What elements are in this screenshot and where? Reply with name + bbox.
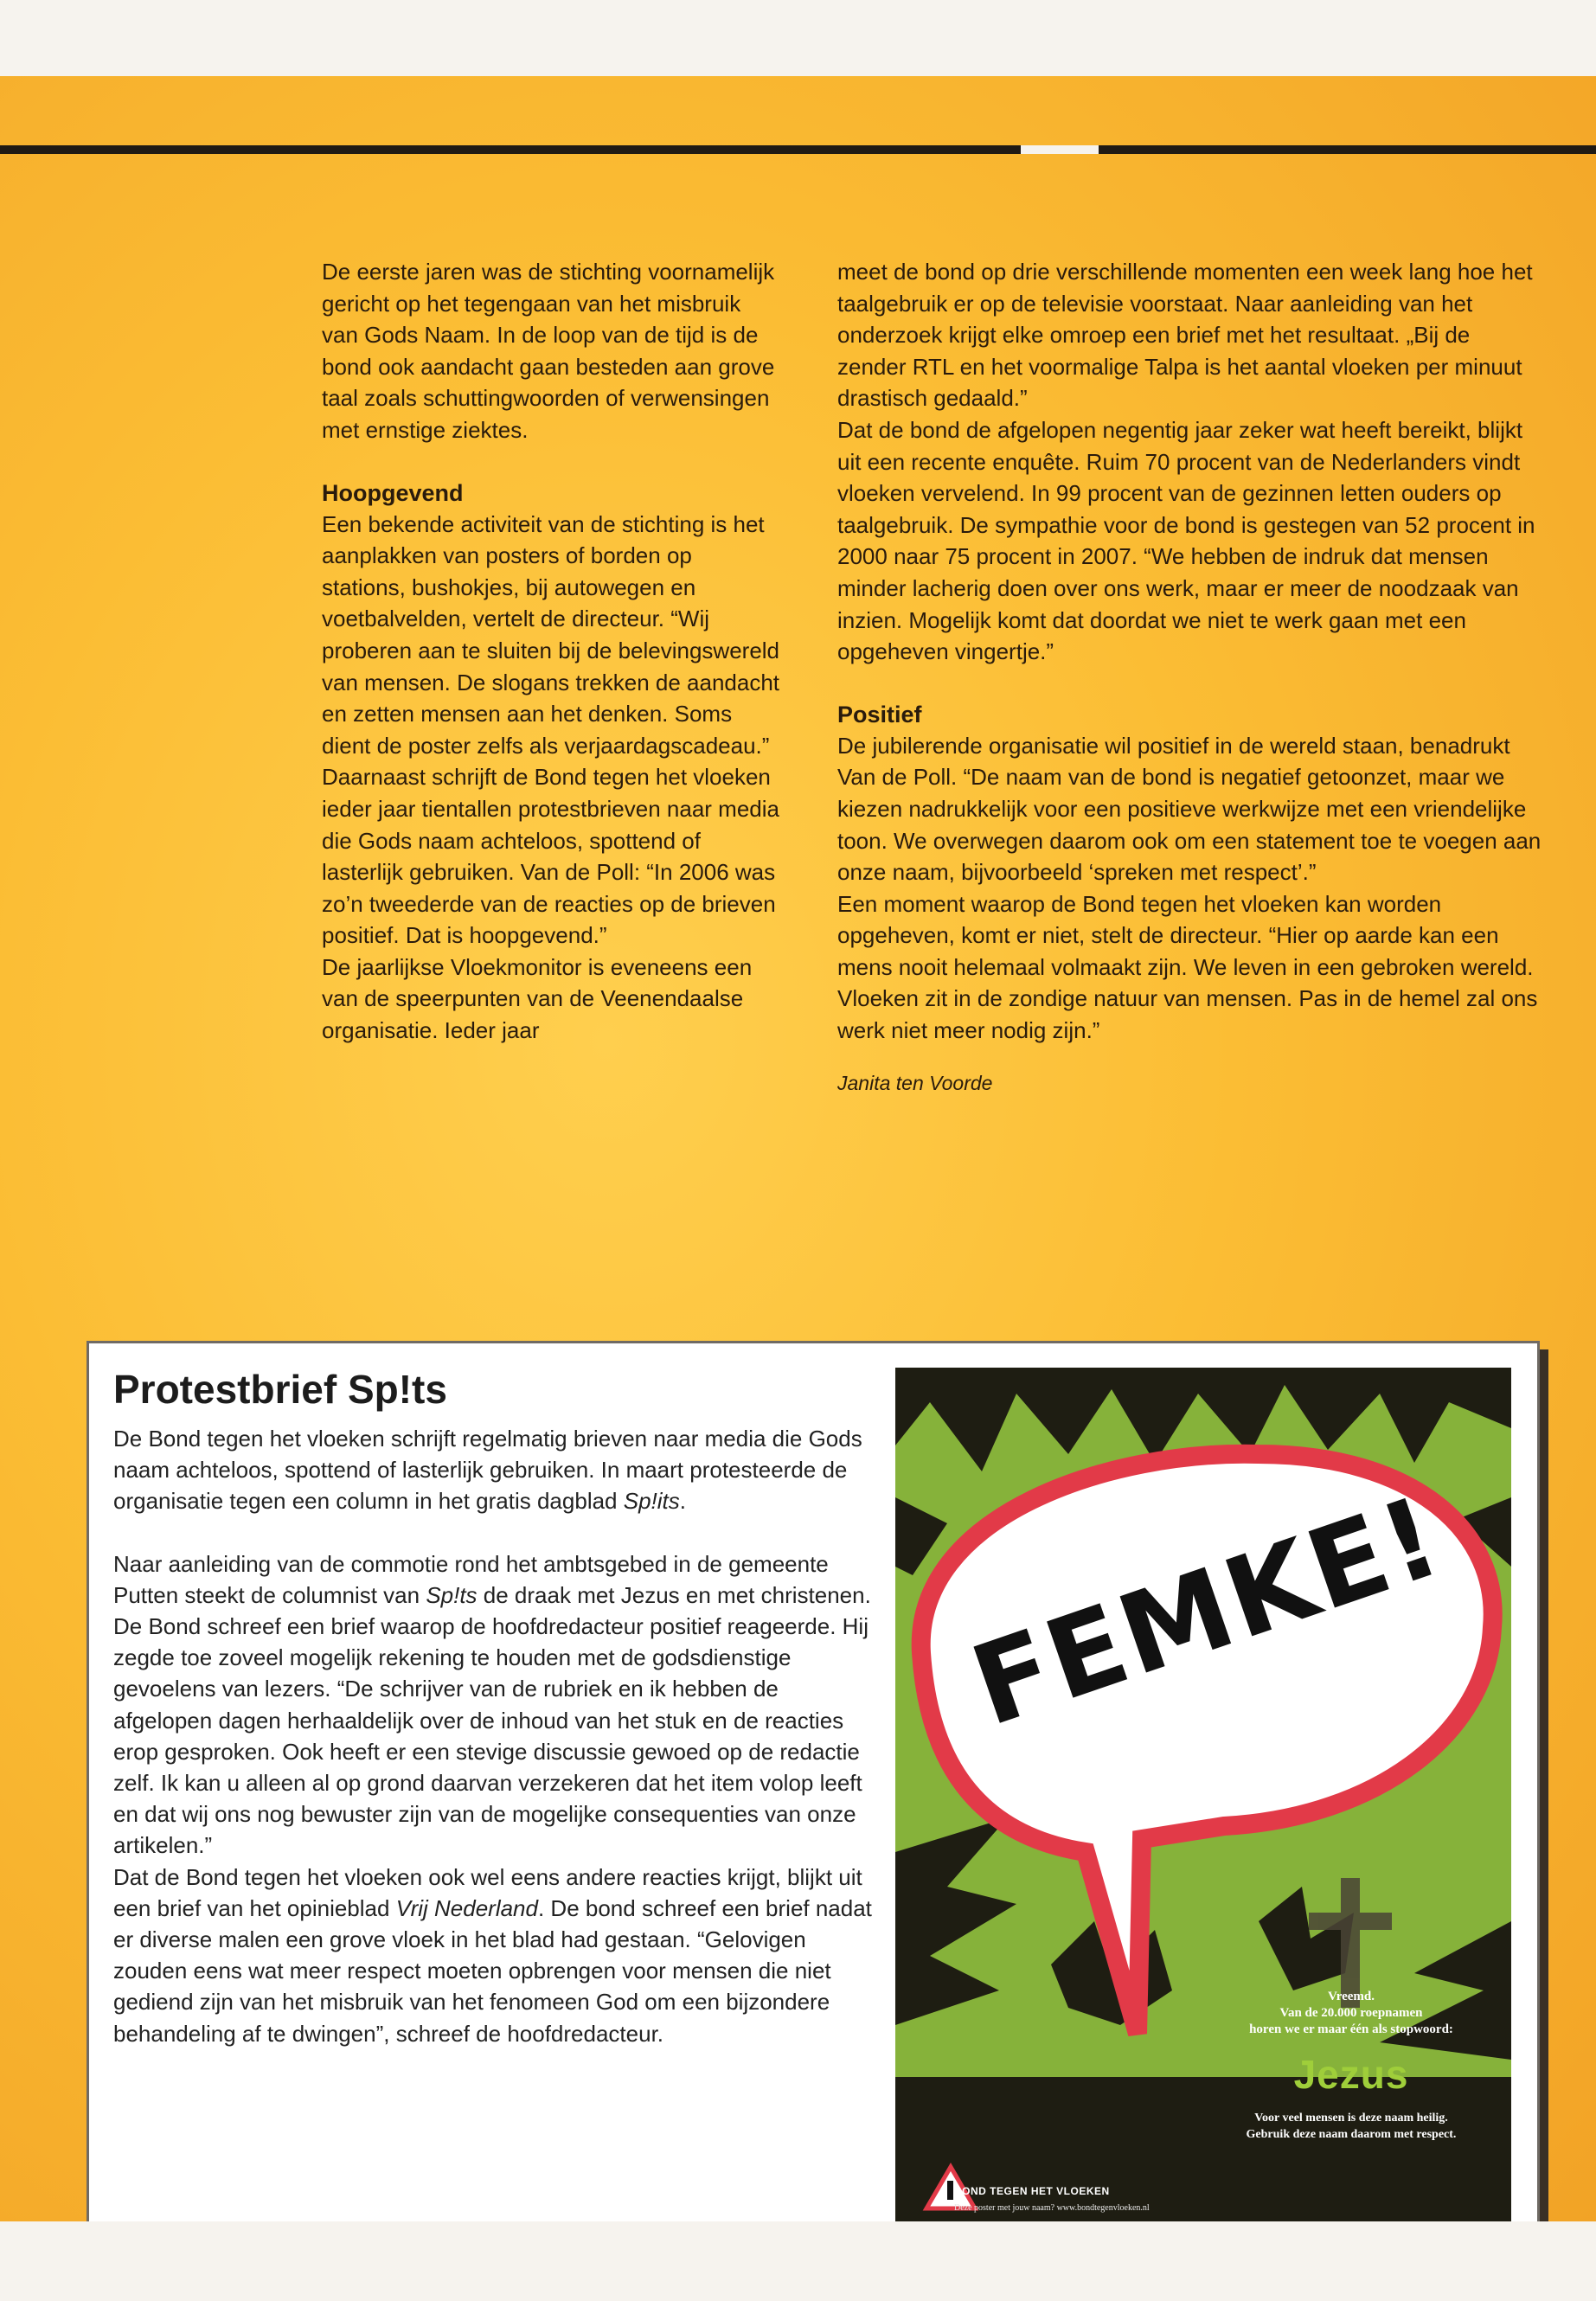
- sidebar-text: [113, 1423, 883, 2049]
- poster-headline: FEMKE!: [957, 1472, 1457, 1752]
- poster-organization: BOND TEGEN HET VLOEKEN: [954, 2185, 1110, 2197]
- author-byline: Janita ten Voorde: [837, 1071, 993, 1094]
- sidebar-title: Protestbrief Sp!ts: [113, 1367, 447, 1412]
- paragraph: meet de bond op drie verschillende momenten een week lang hoe het taalgebruik er op de televisie voorstaat. Naar aanleiding van het onderzoek krijgt elke omroep een brief met het resultaat. „Bij de zender RTL en het voormalige Talpa is het aantal vloeken per minuut drastisch gedaald.”: [837, 259, 1533, 412]
- sidebar-box: [87, 1341, 1540, 2221]
- paragraph: Een moment waarop de Bond tegen het vloeken kan worden opgeheven, komt er niet, stelt de directeur. “Hier op aarde kan een mens nooit helemaal volmaakt zijn. We leven in een gebroken wereld. Vloeken zit in de zondige natuur van mensen. Pas in de hemel zal ons werk niet meer nodig zijn.”: [837, 890, 1538, 1044]
- poster-caption: Vreemd. Van de 20.000 roepnamen horen we er maar één als stopwoord:: [1249, 1990, 1453, 2036]
- sidebar-paragraph: De Bond tegen het vloeken schrijft regelmatig brieven naar media die Gods naam achteloos, spottend of lasterlijk gebruiken. In maart protesteerde de organisatie tegen een column in het gratis dagblad Sp!its.: [113, 1426, 862, 1515]
- magazine-page: [0, 76, 1596, 2221]
- article-column-left: [322, 256, 780, 1047]
- heading-hoopgevend: Hoopgevend: [322, 479, 464, 506]
- article-column-right: [837, 256, 1543, 1099]
- paragraph: Daarnaast schrijft de Bond tegen het vloeken ieder jaar tientallen protestbrieven naar media die Gods naam achteloos, spottend of lasterlijk gebruiken. Van de Poll: “In 2006 was zo’n tweederde van de reacties op de brieven positief. Dat is hoopgevend.”: [322, 764, 779, 949]
- top-edge-bar: [0, 145, 1596, 154]
- poster-name: Jezus: [1293, 2052, 1409, 2097]
- femke-poster: [895, 1368, 1511, 2221]
- paragraph: De jubilerende organisatie wil positief in de wereld staan, benadrukt Van de Poll. “De naam van de bond is negatief getoonzet, maar we kiezen nadrukkelijk voor een positieve werkwijze met een vriendelijke toon. We overwegen daarom ook om een statement toe te voegen aan onze naam, bijvoorbeeld ‘spreken met respect’.”: [837, 732, 1542, 886]
- paragraph: Dat de bond de afgelopen negentig jaar zeker wat heeft bereikt, blijkt uit een recente enquête. Ruim 70 procent van de Nederlanders vindt vloeken vervelend. In 99 procent van de gezinnen letten ouders op taalgebruik. De sympathie voor de bond is gestegen van 52 procent in 2000 naar 75 procent in 2007. “We hebben de indruk dat mensen minder lacherig doen over ons werk, maar er meer de noodzaak van inzien. Mogelijk komt dat doordat we niet te werk gaan met een opgeheven vingertje.”: [837, 416, 1535, 665]
- sidebar-paragraph: Dat de Bond tegen het vloeken ook wel eens andere reacties krijgt, blijkt uit een brief van het opinieblad Vrij Nederland. De bond schreef een brief nadat er diverse malen een grove vloek in het blad had gestaan. “Gelovigen zouden eens wat meer respect moeten opbrengen voor mensen die niet gediend zijn van het misbruik van het fenomeen God om een bijzondere behandeling af te dwingen”, schreef de hoofdredacteur.: [113, 1863, 872, 2047]
- paragraph: De jaarlijkse Vloekmonitor is eveneens een van de speerpunten van de Veenendaalse organisatie. Ieder jaar: [322, 953, 753, 1044]
- heading-positief: Positief: [837, 701, 922, 727]
- poster-url: Deze poster met jouw naam? www.bondtegenvloeken.nl: [954, 2203, 1150, 2213]
- sidebar-paragraph: Naar aanleiding van de commotie rond het ambtsgebed in de gemeente Putten steekt de columnist van Sp!ts de draak met Jezus en met christenen. De Bond schreef een brief waarop de hoofdredacteur positief reageerde. Hij zegde toe zoveel mogelijk rekening te houden met de godsdienstige gevoelens van lezers. “De schrijver van de rubriek en ik hebben de afgelopen dagen herhaaldelijk over de inhoud van het stuk en de reacties erop gesproken. Ook heeft er een stevige discussie gewoed op de redactie zelf. Ik kan u alleen al op grond daarvan verzekeren dat het item volop leeft en dat wij ons nog bewuster zijn van de mogelijke consequenties van onze artikelen.”: [113, 1550, 871, 1859]
- paragraph: Een bekende activiteit van de stichting is het aanplakken van posters of borden op stations, bushokjes, bij autowegen en voetbalvelden, vertelt de directeur. “Wij proberen aan te sluiten bij de belevingswereld van mensen. De slogans trekken de aandacht en zetten mensen aan het denken. Soms dient de poster zelfs als verjaardagscadeau.”: [322, 510, 780, 759]
- poster-respect-text: Voor veel mensen is deze naam heilig. Gebruik deze naam daarom met respect.: [1246, 2112, 1457, 2141]
- intro-paragraph: De eerste jaren was de stichting voornamelijk gericht op het tegengaan van het misbruik van Gods Naam. In de loop van de tijd is de bond ook aandacht gaan besteden aan grove taal zoals schuttingwoorden of verwensingen met ernstige ziektes.: [322, 259, 775, 443]
